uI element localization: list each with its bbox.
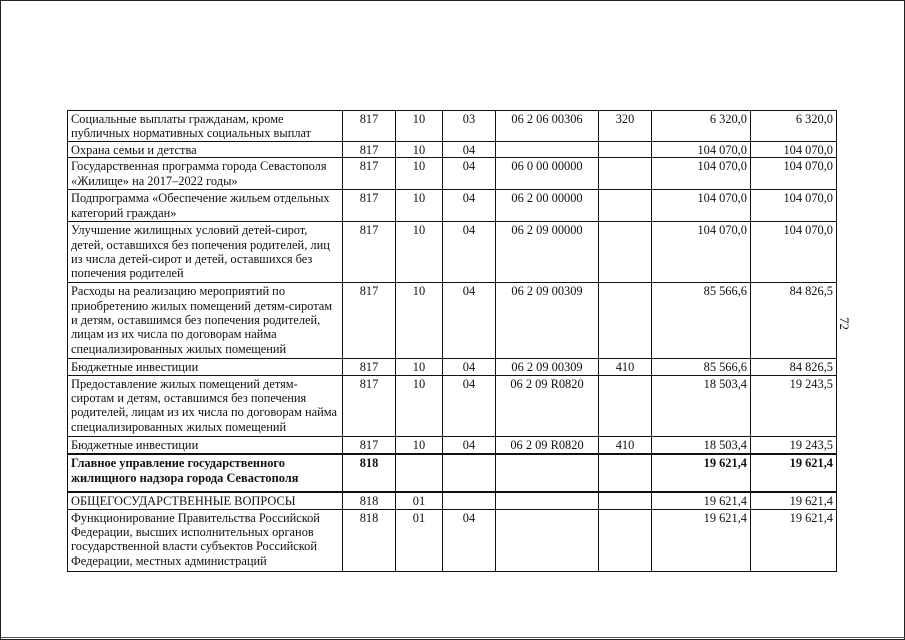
- sum-year-2: 84 826,5: [751, 359, 837, 375]
- row-name: Бюджетные инвестиции: [68, 436, 343, 454]
- row-name: Предоставление жилых помещений детям-сиротам и детям, оставшимся без попечения родителей, лицам из их числа по договорам найма специализированных жилых помещений: [68, 375, 343, 436]
- subsection-code: 03: [443, 111, 496, 142]
- sum-year-2: 19 621,4: [751, 509, 837, 571]
- target-article-code: [496, 492, 599, 509]
- expense-type-code: [599, 454, 652, 492]
- target-article-code: [496, 509, 599, 571]
- subsection-code: 04: [443, 509, 496, 571]
- target-article-code: 06 2 09 R0820: [496, 436, 599, 454]
- subsection-code: 04: [443, 359, 496, 375]
- sum-year-2: 84 826,5: [751, 283, 837, 359]
- sum-year-1: 104 070,0: [652, 222, 751, 283]
- subsection-code: 04: [443, 283, 496, 359]
- section-code: 01: [396, 509, 443, 571]
- row-name: ОБЩЕГОСУДАРСТВЕННЫЕ ВОПРОСЫ: [68, 492, 343, 509]
- subsection-code: 04: [443, 375, 496, 436]
- expense-type-code: 410: [599, 359, 652, 375]
- section-code: 10: [396, 222, 443, 283]
- table-row: [68, 222, 837, 283]
- section-code: 10: [396, 111, 443, 142]
- sum-year-1: 104 070,0: [652, 190, 751, 222]
- table-row: [68, 141, 837, 157]
- subsection-code: 04: [443, 141, 496, 157]
- table-row: [68, 509, 837, 571]
- expense-type-code: [599, 158, 652, 190]
- target-article-code: 06 2 00 00000: [496, 190, 599, 222]
- target-article-code: 06 2 06 00306: [496, 111, 599, 142]
- page-number: 72: [837, 317, 852, 330]
- section-code: 10: [396, 283, 443, 359]
- sum-year-2: 19 621,4: [751, 454, 837, 492]
- sum-year-1: 19 621,4: [652, 509, 751, 571]
- grbs-code: 818: [343, 454, 396, 492]
- target-article-code: 06 2 09 00309: [496, 359, 599, 375]
- grbs-code: 817: [343, 375, 396, 436]
- sum-year-2: 104 070,0: [751, 141, 837, 157]
- expense-type-code: 320: [599, 111, 652, 142]
- section-code: 10: [396, 190, 443, 222]
- expense-type-code: [599, 509, 652, 571]
- row-name: Государственная программа города Севастополя «Жилище» на 2017–2022 годы»: [68, 158, 343, 190]
- table-row: [68, 454, 837, 492]
- target-article-code: 06 2 09 00000: [496, 222, 599, 283]
- sum-year-2: 104 070,0: [751, 222, 837, 283]
- subsection-code: 04: [443, 436, 496, 454]
- table-row: [68, 359, 837, 375]
- table-row: [68, 190, 837, 222]
- table-row: [68, 283, 837, 359]
- expense-type-code: [599, 141, 652, 157]
- sum-year-2: 19 243,5: [751, 375, 837, 436]
- sum-year-1: 19 621,4: [652, 454, 751, 492]
- row-name: Главное управление государственного жилищного надзора города Севастополя: [68, 454, 343, 492]
- table-row: [68, 158, 837, 190]
- sum-year-1: 85 566,6: [652, 283, 751, 359]
- table-row: [68, 375, 837, 436]
- sum-year-1: 6 320,0: [652, 111, 751, 142]
- subsection-code: [443, 492, 496, 509]
- sum-year-1: 104 070,0: [652, 158, 751, 190]
- sum-year-1: 18 503,4: [652, 375, 751, 436]
- expense-type-code: [599, 222, 652, 283]
- expense-type-code: 410: [599, 436, 652, 454]
- sum-year-1: 18 503,4: [652, 436, 751, 454]
- expense-type-code: [599, 375, 652, 436]
- page-bottom-edge: [1, 637, 905, 638]
- table-row: [68, 436, 837, 454]
- budget-table-body: [68, 111, 837, 572]
- sum-year-1: 85 566,6: [652, 359, 751, 375]
- section-code: 10: [396, 359, 443, 375]
- section-code: 10: [396, 158, 443, 190]
- grbs-code: 818: [343, 509, 396, 571]
- row-name: Подпрограмма «Обеспечение жильем отдельных категорий граждан»: [68, 190, 343, 222]
- target-article-code: 06 2 09 00309: [496, 283, 599, 359]
- row-name: Функционирование Правительства Российской Федерации, высших исполнительных органов государственной власти субъектов Российской Федерации, местных администраций: [68, 509, 343, 571]
- subsection-code: [443, 454, 496, 492]
- target-article-code: 06 0 00 00000: [496, 158, 599, 190]
- row-name: Охрана семьи и детства: [68, 141, 343, 157]
- sum-year-2: 19 621,4: [751, 492, 837, 509]
- expense-type-code: [599, 190, 652, 222]
- target-article-code: 06 2 09 R0820: [496, 375, 599, 436]
- grbs-code: 817: [343, 222, 396, 283]
- subsection-code: 04: [443, 190, 496, 222]
- target-article-code: [496, 141, 599, 157]
- expense-type-code: [599, 283, 652, 359]
- row-name: Бюджетные инвестиции: [68, 359, 343, 375]
- budget-table: [67, 110, 837, 572]
- subsection-code: 04: [443, 158, 496, 190]
- grbs-code: 817: [343, 111, 396, 142]
- grbs-code: 817: [343, 141, 396, 157]
- sum-year-2: 6 320,0: [751, 111, 837, 142]
- table-row: [68, 111, 837, 142]
- section-code: [396, 454, 443, 492]
- sum-year-2: 104 070,0: [751, 190, 837, 222]
- sum-year-1: 19 621,4: [652, 492, 751, 509]
- section-code: 01: [396, 492, 443, 509]
- section-code: 10: [396, 375, 443, 436]
- section-code: 10: [396, 436, 443, 454]
- row-name: Улучшение жилищных условий детей-сирот, детей, оставшихся без попечения родителей, лиц из числа детей-сирот и детей, оставшихся без попечения родителей: [68, 222, 343, 283]
- grbs-code: 817: [343, 158, 396, 190]
- section-code: 10: [396, 141, 443, 157]
- grbs-code: 817: [343, 283, 396, 359]
- grbs-code: 818: [343, 492, 396, 509]
- grbs-code: 817: [343, 190, 396, 222]
- table-row: [68, 492, 837, 509]
- grbs-code: 817: [343, 359, 396, 375]
- row-name: Социальные выплаты гражданам, кроме публичных нормативных социальных выплат: [68, 111, 343, 142]
- expense-type-code: [599, 492, 652, 509]
- target-article-code: [496, 454, 599, 492]
- grbs-code: 817: [343, 436, 396, 454]
- row-name: Расходы на реализацию мероприятий по приобретению жилых помещений детям-сиротам и детям, оставшимся без попечения родителей, лицам из их числа по договорам найма специализированных жилых помещений: [68, 283, 343, 359]
- sum-year-1: 104 070,0: [652, 141, 751, 157]
- subsection-code: 04: [443, 222, 496, 283]
- sum-year-2: 104 070,0: [751, 158, 837, 190]
- sum-year-2: 19 243,5: [751, 436, 837, 454]
